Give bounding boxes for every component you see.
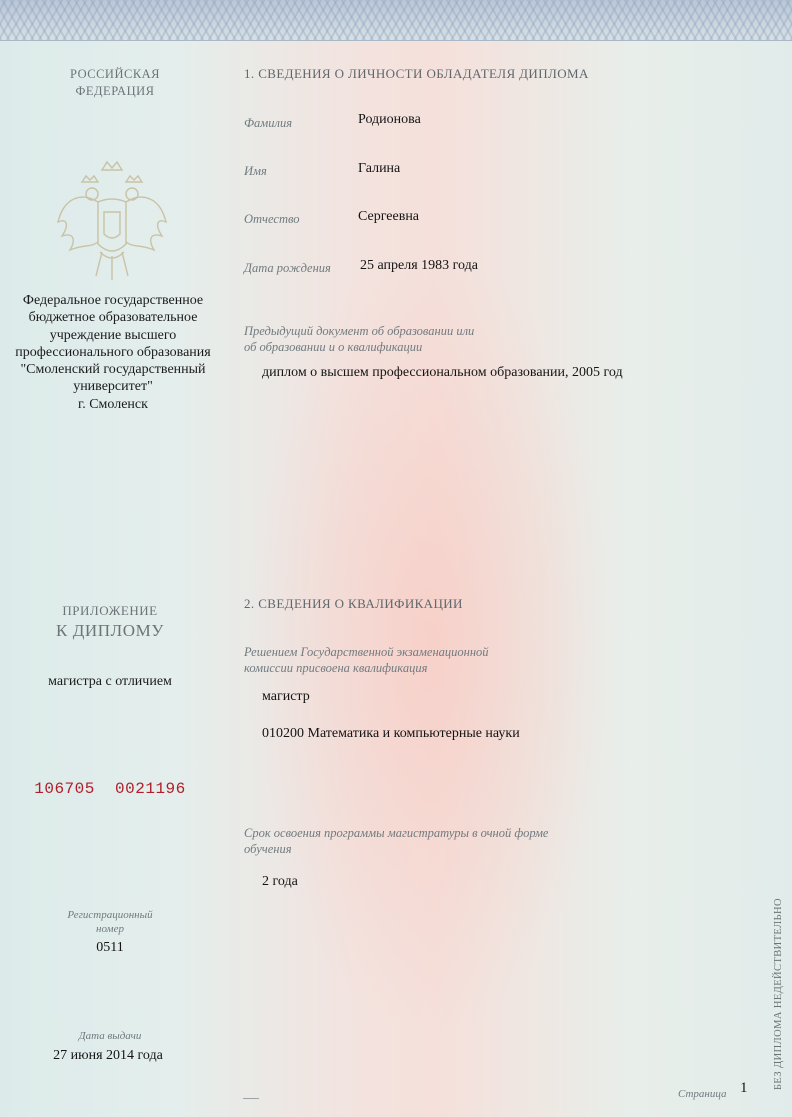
country-line-2: ФЕДЕРАЦИЯ — [75, 84, 155, 98]
study-duration-label — [244, 825, 548, 857]
birth-date-label: Дата рождения — [244, 261, 331, 275]
reg-label-line-1: Регистрационный — [67, 909, 153, 921]
qualification-value: магистр — [262, 689, 310, 704]
institution-line: университет" — [73, 379, 153, 395]
section-1-title: 1. СВЕДЕНИЯ О ЛИЧНОСТИ ОБЛАДАТЕЛЯ ДИПЛОМА — [244, 66, 589, 81]
previous-document-value: диплом о высшем профессиональном образовании, 2005 год — [262, 365, 623, 380]
institution-line: "Смоленский государственный — [20, 362, 206, 378]
name-label: Имя — [244, 164, 267, 178]
institution-line: профессионального образования — [15, 344, 211, 360]
reg-number: 0511 — [96, 940, 124, 955]
issue-date-label: Дата выдачи — [78, 1030, 142, 1042]
institution-line: бюджетное образовательное — [28, 310, 198, 326]
specialty-value: 010200 Математика и компьютерные науки — [262, 726, 520, 741]
reg-label-line-2: номер — [96, 923, 124, 935]
study-duration-value: 2 года — [262, 874, 298, 889]
country-title — [40, 66, 190, 100]
duration-label-line-1: Срок освоения программы магистратуры в очной форме — [244, 826, 549, 840]
name-value: Галина — [358, 161, 401, 176]
guilloche-border — [0, 0, 792, 41]
degree-text: магистра с отличием — [48, 674, 172, 689]
prev-doc-label-line-1: Предыдущий документ об образовании или — [244, 324, 475, 338]
duration-label-line-2: обучения — [244, 842, 292, 856]
institution-line: Федеральное государственное — [22, 293, 204, 308]
attachment-title-line-2: К ДИПЛОМУ — [55, 621, 165, 640]
country-line-1: РОССИЙСКАЯ — [69, 67, 161, 81]
coat-of-arms-icon — [52, 152, 172, 282]
institution-block — [8, 292, 218, 413]
issue-date: 27 июня 2014 года — [53, 1048, 163, 1063]
decision-label-line-2: комиссии присвоена квалификация — [244, 661, 428, 675]
reg-number-label — [30, 908, 190, 936]
attachment-title-line-1: ПРИЛОЖЕНИЕ — [62, 603, 158, 618]
institution-line: г. Смоленск — [78, 396, 148, 412]
qualification-decision-label — [244, 644, 489, 676]
surname-label: Фамилия — [244, 116, 293, 130]
footer-dash — [243, 1098, 259, 1099]
page-number: 1 — [740, 1080, 748, 1096]
prev-doc-label-line-2: об образовании и о квалификации — [244, 340, 423, 354]
serial-number: 106705 0021196 — [34, 780, 186, 798]
surname-value: Родионова — [358, 112, 421, 127]
attachment-title — [30, 603, 190, 641]
vertical-validity-note: БЕЗ ДИПЛОМА НЕДЕЙСТВИТЕЛЬНО — [773, 898, 784, 1090]
decision-label-line-1: Решением Государственной экзаменационной — [244, 645, 489, 659]
birth-date-value: 25 апреля 1983 года — [360, 258, 478, 273]
previous-document-label — [244, 323, 474, 355]
page-label: Страница — [678, 1088, 727, 1100]
patronymic-label: Отчество — [244, 212, 300, 226]
institution-line: учреждение высшего — [49, 327, 177, 343]
patronymic-value: Сергеевна — [358, 209, 420, 224]
section-2-title: 2. СВЕДЕНИЯ О КВАЛИФИКАЦИИ — [244, 596, 463, 611]
